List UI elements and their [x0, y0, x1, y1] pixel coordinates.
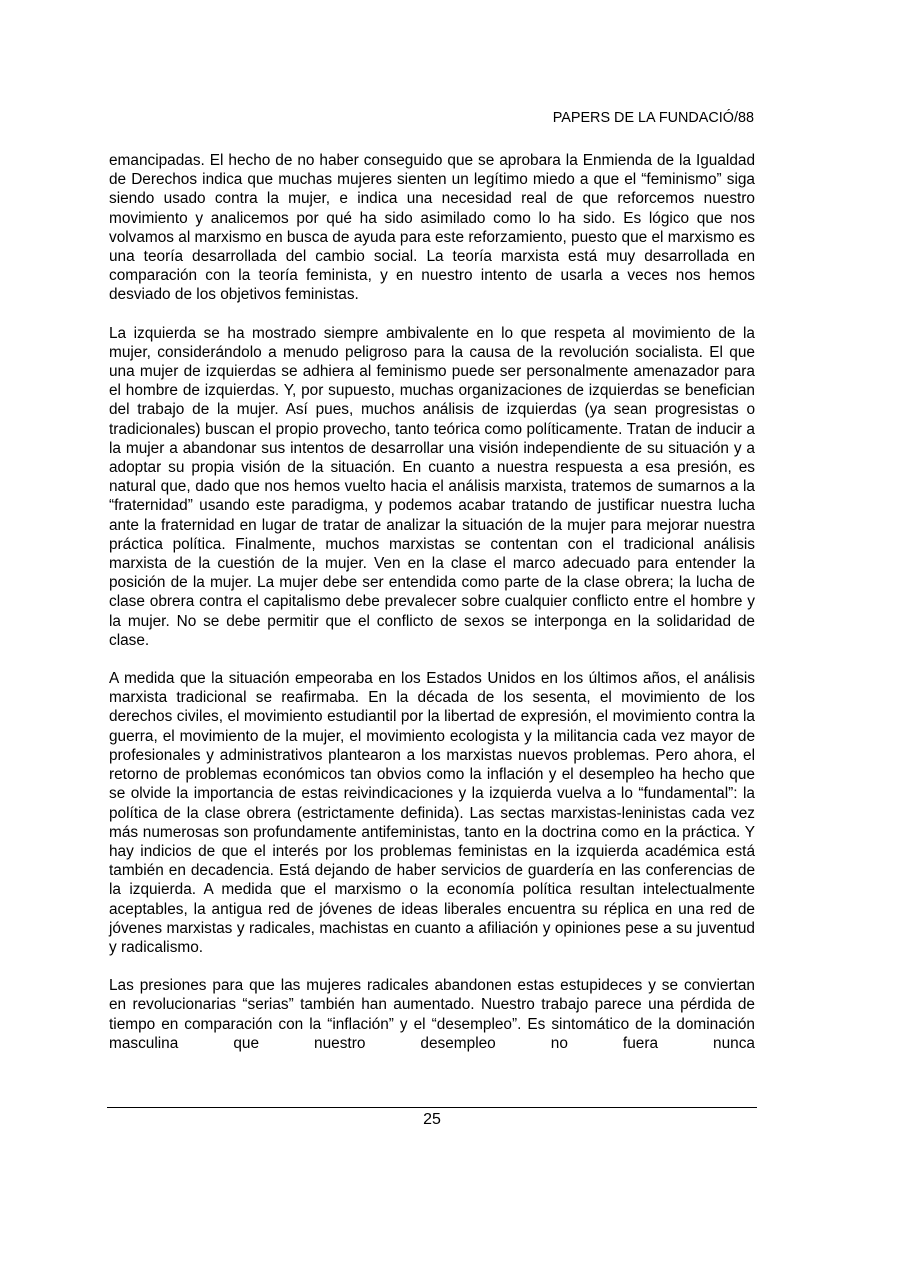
running-header: PAPERS DE LA FUNDACIÓ/88	[552, 110, 754, 126]
paragraph-4: Las presiones para que las mujeres radicales abandonen estas estupideces y se conviertan en revolucionarias “serias” también han aumentado. Nuestro trabajo parece una pérdida de tiempo en comparación con la “inflación” y el “desempleo”. Es sintomático de la dominación masculina que nuestro desempleo no fuera nunca	[109, 977, 755, 1052]
paragraph-3: A medida que la situación empeoraba en los Estados Unidos en los últimos años, el análisis marxista tradicional se reafirmaba. En la década de los sesenta, el movimiento de los derechos civiles, el movimiento estudiantil por la libertad de expresión, el movimiento contra la guerra, el movimiento de la mujer, el movimiento ecologista y la militancia cada vez mayor de profesionales y administrativos plantearon a los marxistas nuevos problemas. Pero ahora, el retorno de problemas económicos tan obvios como la inflación y el desempleo ha hecho que se olvide la importancia de estas reivindicaciones y la izquierda vuelva a lo “fundamental”: la política de la clase obrera (estrictamente definida). Las sectas marxistas-leninistas cada vez más numerosas son profundamente antifeministas, tanto en la doctrina como en la práctica. Y hay indicios de que el interés por los problemas feministas en la izquierda académica está también en decadencia. Está dejando de haber servicios de guardería en las conferencias de la izquierda. A medida que el marxismo o la economía política resultan intelectualmente aceptables, la antigua red de jóvenes de ideas liberales encuentra su réplica en una red de jóvenes marxistas y radicales, machistas en cuanto a afiliación y opiniones pese a su juventud y radicalismo.	[109, 670, 755, 956]
paragraph-2: La izquierda se ha mostrado siempre ambivalente en lo que respeta al movimiento de la mujer, considerándolo a menudo peligroso para la causa de la revolución socialista. El que una mujer de izquierdas se adhiera al feminismo puede ser personalmente amenazador para el hombre de izquierdas. Y, por supuesto, muchas organizaciones de izquierdas se benefician del trabajo de la mujer. Así pues, muchos análisis de izquierdas (ya sean progresistas o tradicionales) buscan el propio provecho, tanto teórica como políticamente. Tratan de inducir a la mujer a abandonar sus intentos de desarrollar una visión independiente de su situación y a adoptar su propia visión de la situación. En cuanto a nuestra respuesta a esa presión, es natural que, dado que nos hemos vuelto hacia el análisis marxista, tratemos de sumarnos a la “fraternidad” usando este paradigma, y podemos acabar tratando de justificar nuestra lucha ante la fraternidad en lugar de tratar de analizar la situación de la mujer para mejorar nuestra práctica política. Finalmente, muchos marxistas se contentan con el tradicional análisis marxista de la cuestión de la mujer. Ven en la clase el marco adecuado para entender la posición de la mujer. La mujer debe ser entendida como parte de la clase obrera; la lucha de clase obrera contra el capitalismo debe prevalecer sobre cualquier conflicto entre el hombre y la mujer. No se debe permitir que el conflicto de sexos se interponga en la solidaridad de clase.	[109, 324, 755, 649]
body-text	[109, 151, 755, 1053]
page-number: 25	[423, 1111, 441, 1128]
paragraph-1: emancipadas. El hecho de no haber conseguido que se aprobara la Enmienda de la Igualdad de Derechos indica que muchas mujeres sienten un legítimo miedo a que el “feminismo” siga siendo usado contra la mujer, e indica una necesidad real de que reforcemos nuestro movimiento y analicemos por qué ha sido asimilado como lo ha sido. Es lógico que nos volvamos al marxismo en busca de ayuda para este reforzamiento, puesto que el marxismo es una teoría desarrollada del cambio social. La teoría marxista está muy desarrollada en comparación con la teoría feminista, y en nuestro intento de usarla a veces nos hemos desviado de los objetivos feministas.	[109, 152, 755, 304]
footer-rule	[107, 1107, 757, 1108]
